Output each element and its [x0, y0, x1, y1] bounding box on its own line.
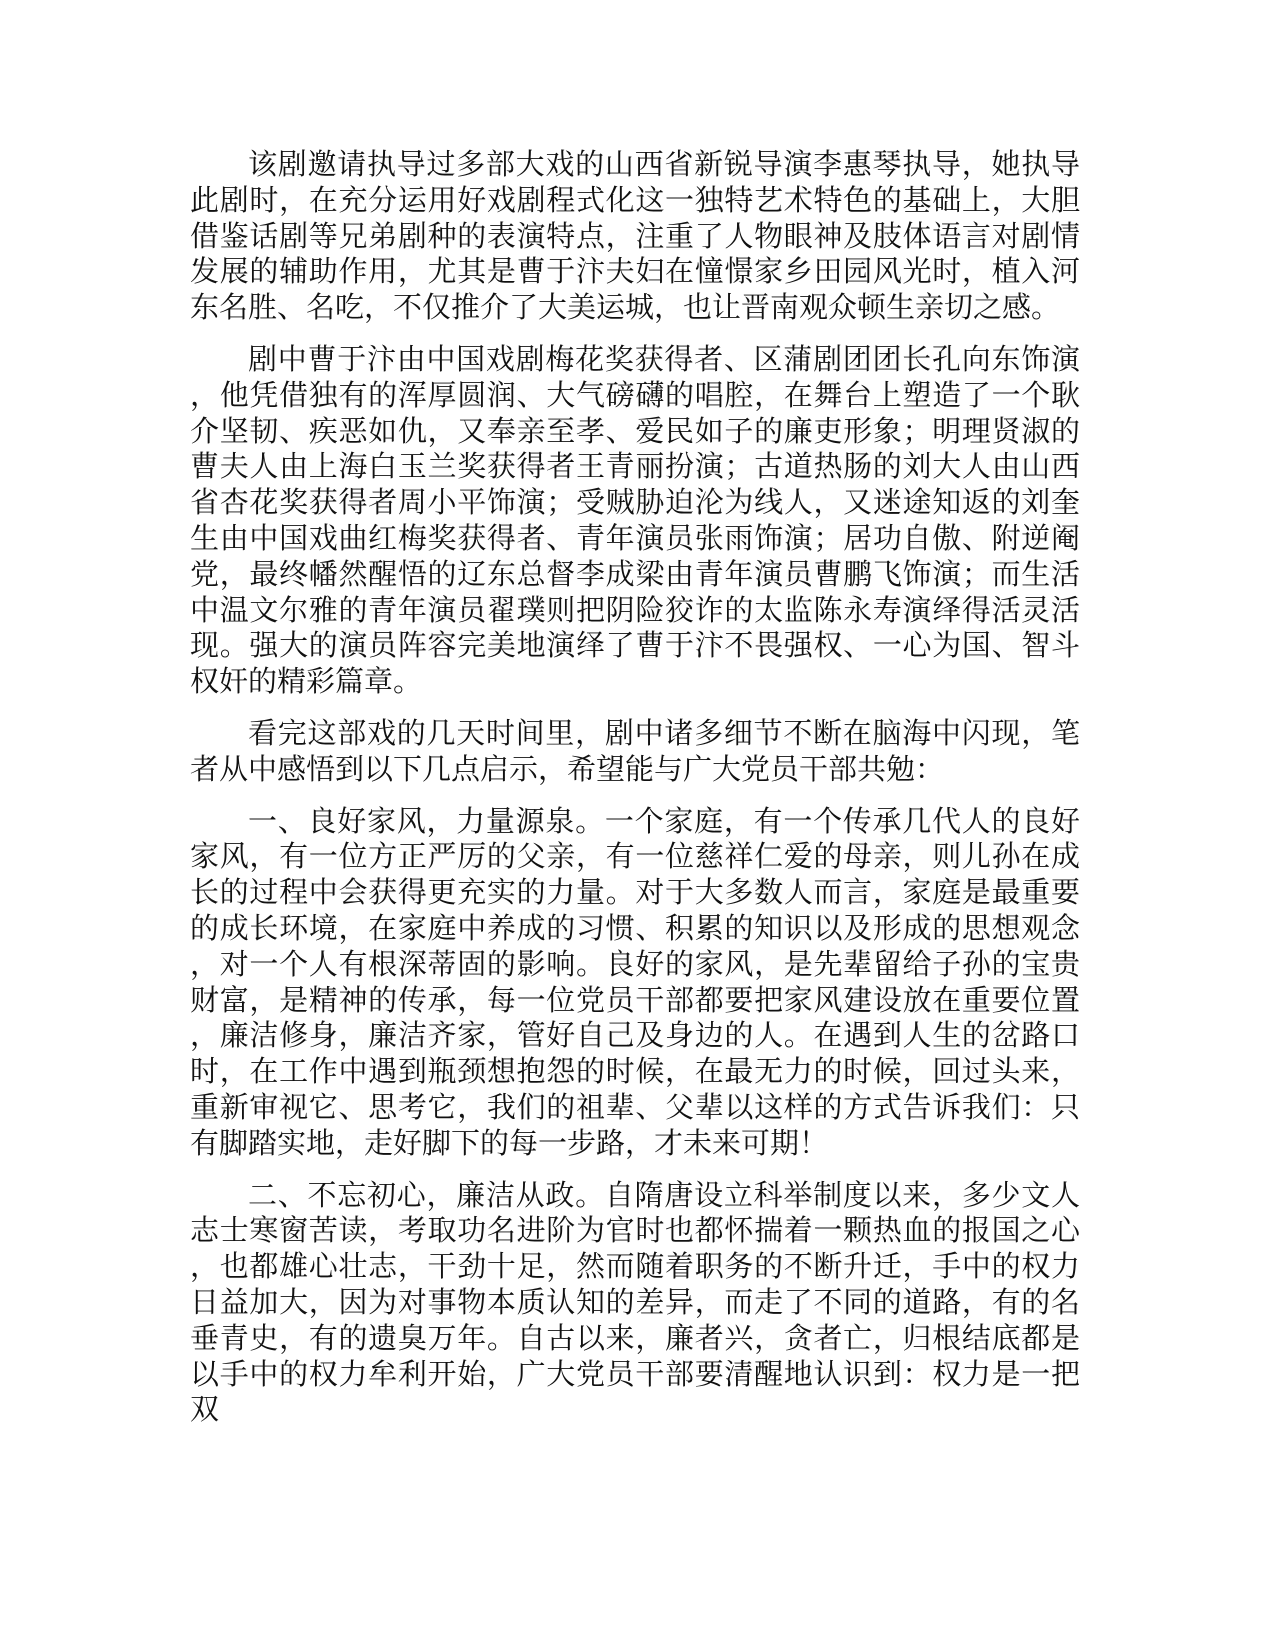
- paragraph-point-one-family-tradition: 一、良好家风，力量源泉。一个家庭，有一个传承几代人的良好家风，有一位方正严厉的父亲，有一位慈祥仁爱的母亲，则儿孙在成长的过程中会获得更充实的力量。对于大多数人而言，家庭是最重要的成长环境，在家庭中养成的习惯、积累的知识以及形成的思想观念，对一个人有根深蒂固的影响。良好的家风，是先辈留给子孙的宝贵财富，是精神的传承，每一位党员干部都要把家风建设放在重要位置，廉洁修身，廉洁齐家，管好自己及身边的人。在遇到人生的岔路口时，在工作中遇到瓶颈想抱怨的时候，在最无力的时候，回过头来，重新审视它、思考它，我们的祖辈、父辈以这样的方式告诉我们：只有脚踏实地，走好脚下的每一步路，才未来可期！: [190, 803, 1080, 1160]
- paragraph-point-two-integrity: 二、不忘初心，廉洁从政。自隋唐设立科举制度以来，多少文人志士寒窗苦读，考取功名进阶为官时也都怀揣着一颗热血的报国之心，也都雄心壮志，干劲十足，然而随着职务的不断升迁，手中的权力日益加大，因为对事物本质认知的差异，而走了不同的道路，有的名垂青史，有的遗臭万年。自古以来，廉者兴，贪者亡，归根结底都是以手中的权力牟利开始，广大党员干部要清醒地认识到：权力是一把双: [190, 1177, 1080, 1427]
- paragraph-reflection-intro: 看完这部戏的几天时间里，剧中诸多细节不断在脑海中闪现，笔者从中感悟到以下几点启示，希望能与广大党员干部共勉：: [190, 715, 1080, 786]
- paragraph-director: 该剧邀请执导过多部大戏的山西省新锐导演李惠琴执导，她执导此剧时，在充分运用好戏剧程式化这一独特艺术特色的基础上，大胆借鉴话剧等兄弟剧种的表演特点，注重了人物眼神及肢体语言对剧情发展的辅助作用，尤其是曹于汴夫妇在憧憬家乡田园风光时，植入河东名胜、名吃，不仅推介了大美运城，也让晋南观众顿生亲切之感。: [190, 147, 1080, 325]
- paragraph-cast: 剧中曹于汴由中国戏剧梅花奖获得者、区蒲剧团团长孔向东饰演，他凭借独有的浑厚圆润、大气磅礴的唱腔，在舞台上塑造了一个耿介坚韧、疾恶如仇，又奉亲至孝、爱民如子的廉吏形象；明理贤淑的曹夫人由上海白玉兰奖获得者王青丽扮演；古道热肠的刘大人由山西省杏花奖获得者周小平饰演；受贼胁迫沦为线人，又迷途知返的刘奎生由中国戏曲红梅奖获得者、青年演员张雨饰演；居功自傲、附逆阉党，最终幡然醒悟的辽东总督李成梁由青年演员曹鹏飞饰演；而生活中温文尔雅的青年演员翟璞则把阴险狡诈的太监陈永寿演绎得活灵活现。强大的演员阵容完美地演绎了曹于汴不畏强权、一心为国、智斗权奸的精彩篇章。: [190, 341, 1080, 699]
- document-body: [190, 147, 1080, 1444]
